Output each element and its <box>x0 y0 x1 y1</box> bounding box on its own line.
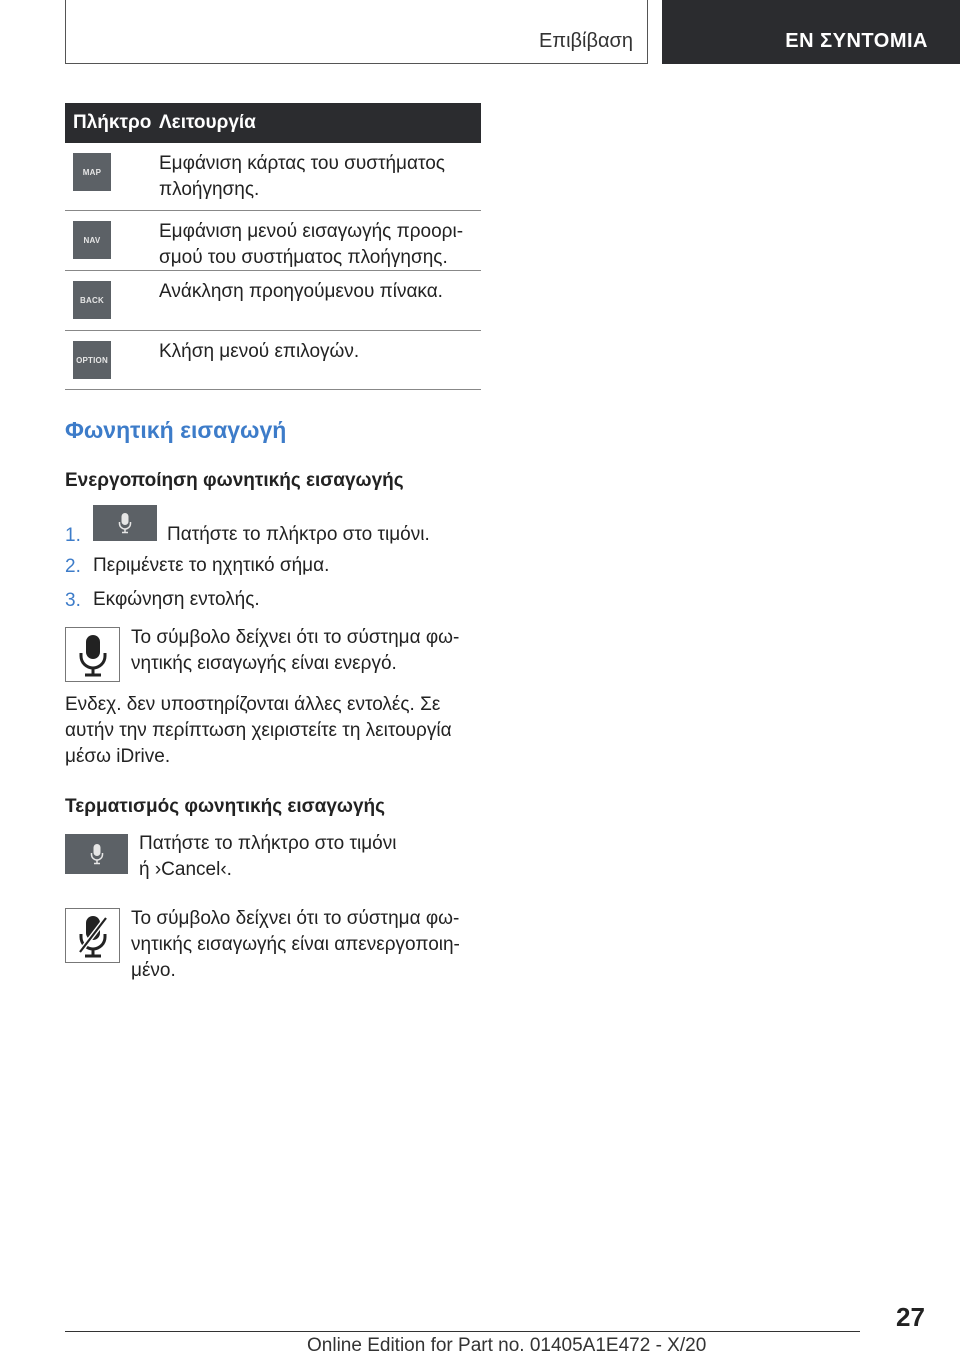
section-heading: Φωνητική εισαγωγή <box>65 417 287 443</box>
option-key-icon: OPTION <box>73 341 111 379</box>
footer-divider <box>65 1331 860 1332</box>
header-key: Πλήκτρο <box>73 112 152 133</box>
info-paragraph: Ενδεχ. δεν υποστηρίζονται άλλες εντολές. Σε αυτήν την περίπτωση χειριστείτε τη λειτουργία μέσω iDrive. <box>65 694 452 767</box>
footer-edition: Online Edition for Part no. 01405A1E472 - X/20 <box>307 1335 707 1356</box>
section-title: Επιβίβαση <box>538 30 633 52</box>
step-number: 1. <box>65 525 81 546</box>
row-function: Εμφάνιση κάρτας του συστήματος πλοήγησης. <box>159 153 445 200</box>
page-number: 27 <box>896 1302 925 1332</box>
section-tab <box>65 0 648 64</box>
step-text: Εκφώνηση εντολής. <box>93 589 260 610</box>
microphone-muted-icon <box>65 908 120 963</box>
subheading-activate: Ενεργοποίηση φωνητικής εισαγωγής <box>65 470 404 491</box>
table-row <box>65 143 481 211</box>
microphone-active-icon <box>65 627 120 682</box>
microphone-icon <box>65 834 128 874</box>
table-row <box>65 271 481 331</box>
table-row <box>65 331 481 390</box>
inactive-note: Το σύμβολο δείχνει ότι το σύστημα φωνητικής εισαγωγής είναι απενεργοποιημένο. <box>131 908 460 981</box>
step-text: Πατήστε το πλήκτρο στο τιμόνι. <box>167 524 430 545</box>
table-row <box>65 211 481 271</box>
end-text: Πατήστε το πλήκτρο στο τιμόνι ή ›Cancel‹. <box>139 833 397 880</box>
microphone-icon <box>93 505 157 541</box>
row-function: Ανάκληση προηγούμενου πίνακα. <box>159 281 443 302</box>
header-function: Λειτουργία <box>159 112 256 133</box>
map-key-icon: MAP <box>73 153 111 191</box>
chapter-tab <box>662 0 960 64</box>
nav-key-icon: NAV <box>73 221 111 259</box>
row-function: Εμφάνιση μενού εισαγωγής προορισμού του συστήματος πλοήγησης. <box>159 221 464 268</box>
step-text: Περιμένετε το ηχητικό σήμα. <box>93 555 330 576</box>
active-note: Το σύμβολο δείχνει ότι το σύστημα φωνητικής εισαγωγής είναι ενεργό. <box>131 627 460 674</box>
back-key-icon: BACK <box>73 281 111 319</box>
key-function-table <box>65 103 481 390</box>
step-number: 2. <box>65 556 81 577</box>
subheading-end: Τερματισμός φωνητικής εισαγωγής <box>65 796 385 817</box>
row-function: Κλήση μενού επιλογών. <box>159 341 360 362</box>
table-header <box>65 103 481 143</box>
chapter-title: ΕΝ ΣΥΝΤΟΜΙΑ <box>785 30 928 52</box>
step-number: 3. <box>65 590 81 611</box>
